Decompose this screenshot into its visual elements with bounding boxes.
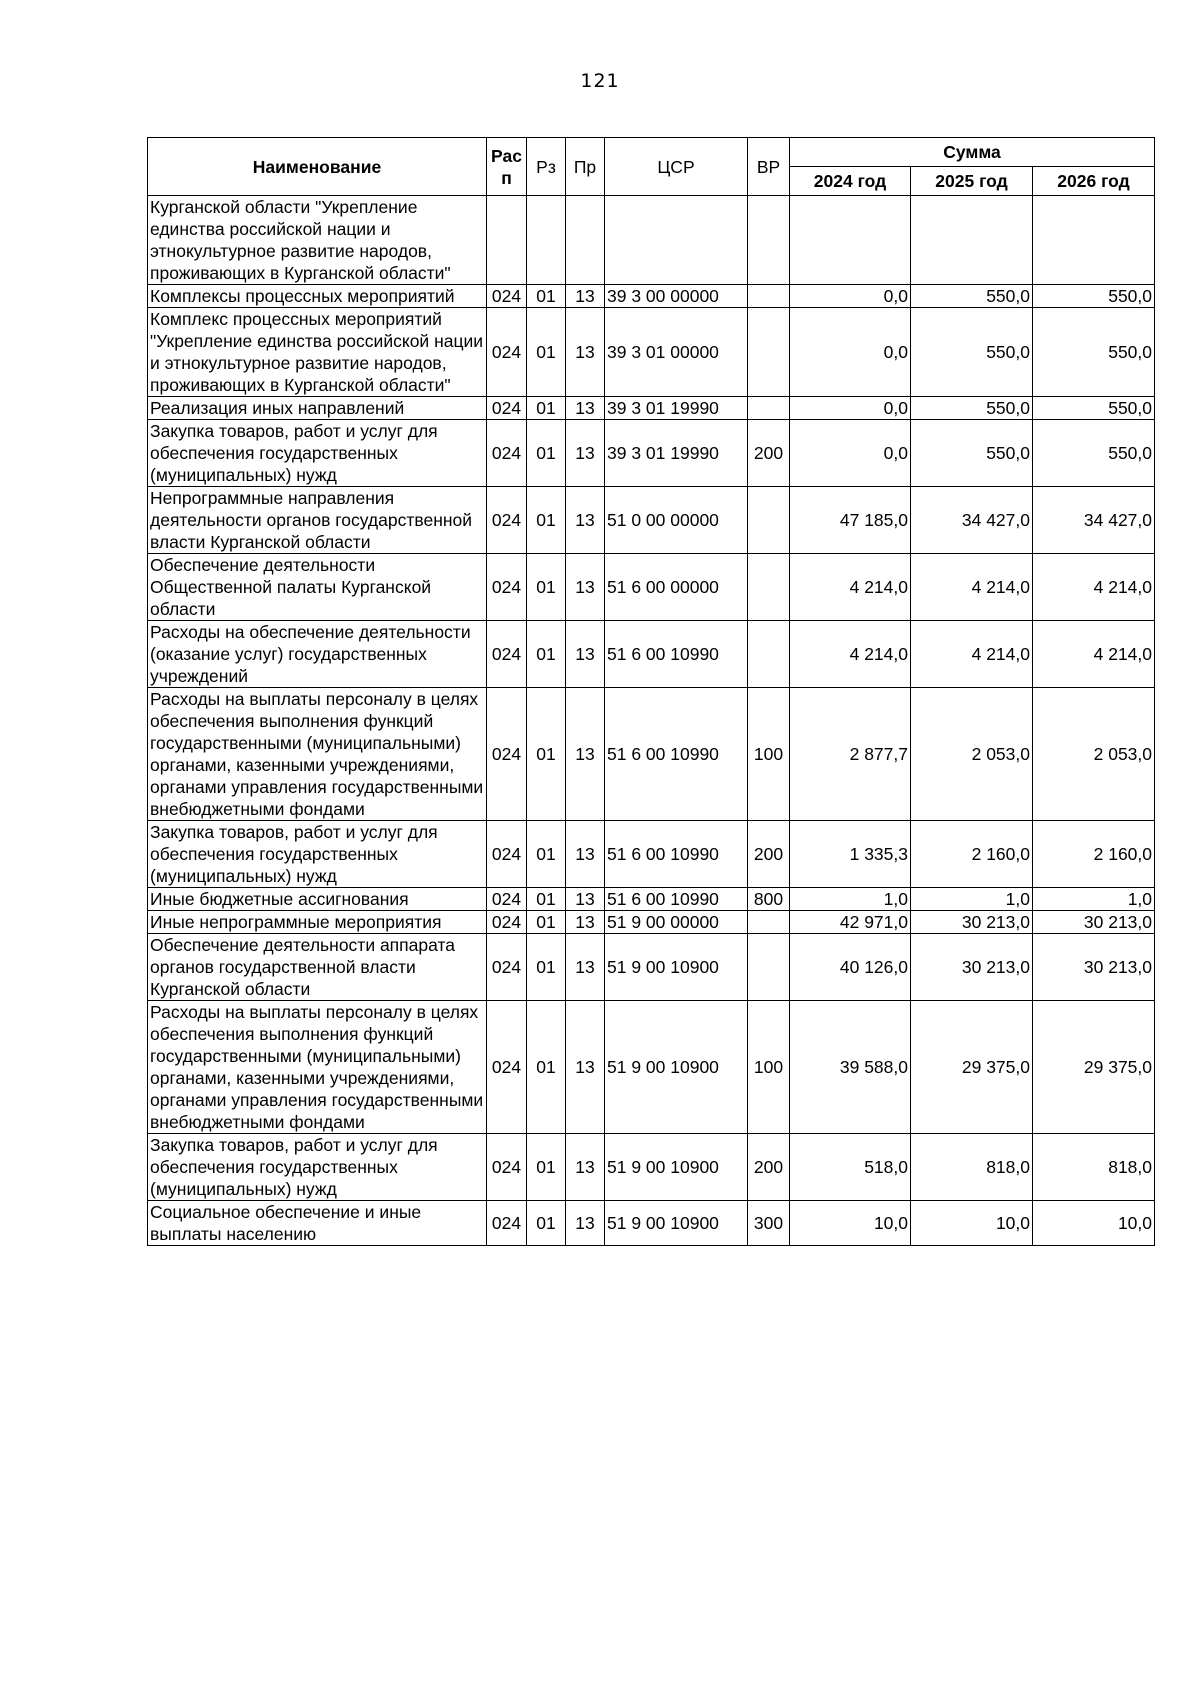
row-amount-2025: 550,0 (911, 397, 1033, 420)
row-amount-2026: 818,0 (1033, 1134, 1155, 1201)
row-rz: 01 (527, 308, 566, 397)
row-amount-2024: 0,0 (790, 308, 911, 397)
header-rz: Рз (527, 138, 566, 196)
row-rz: 01 (527, 1001, 566, 1134)
row-amount-2025: 30 213,0 (911, 934, 1033, 1001)
row-amount-2025: 2 053,0 (911, 688, 1033, 821)
row-pr: 13 (566, 888, 605, 911)
row-vr (748, 308, 790, 397)
row-rz (527, 196, 566, 285)
row-pr: 13 (566, 688, 605, 821)
row-amount-2024: 2 877,7 (790, 688, 911, 821)
row-rasp: 024 (487, 1134, 527, 1201)
row-name: Реализация иных направлений (148, 397, 487, 420)
row-amount-2025: 818,0 (911, 1134, 1033, 1201)
row-amount-2024: 0,0 (790, 397, 911, 420)
row-vr: 800 (748, 888, 790, 911)
row-name: Закупка товаров, работ и услуг для обеспечения государственных (муниципальных) нужд (148, 821, 487, 888)
row-name: Курганской области "Укрепление единства российской нации и этнокультурное развитие народов, проживающих в Курганской области" (148, 196, 487, 285)
row-vr (748, 911, 790, 934)
row-amount-2026: 2 160,0 (1033, 821, 1155, 888)
row-csr: 39 3 01 19990 (605, 397, 748, 420)
row-pr (566, 196, 605, 285)
row-amount-2024: 10,0 (790, 1201, 911, 1246)
row-amount-2026: 34 427,0 (1033, 487, 1155, 554)
table-row (148, 397, 1155, 420)
row-amount-2024: 1,0 (790, 888, 911, 911)
table-row (148, 688, 1155, 821)
row-amount-2025: 550,0 (911, 308, 1033, 397)
row-amount-2025: 550,0 (911, 420, 1033, 487)
row-vr: 300 (748, 1201, 790, 1246)
row-amount-2024: 40 126,0 (790, 934, 911, 1001)
table-row (148, 285, 1155, 308)
row-amount-2024: 42 971,0 (790, 911, 911, 934)
page-number: 121 (580, 70, 620, 92)
row-amount-2024: 47 185,0 (790, 487, 911, 554)
row-amount-2026: 550,0 (1033, 285, 1155, 308)
row-rz: 01 (527, 888, 566, 911)
row-rz: 01 (527, 1201, 566, 1246)
header-2026: 2026 год (1033, 167, 1155, 196)
row-rz: 01 (527, 487, 566, 554)
row-csr: 51 9 00 10900 (605, 1134, 748, 1201)
row-name: Расходы на выплаты персоналу в целях обеспечения выполнения функций государственными (муниципальными) органами, казенными учреждениями, органами управления государственными внебюджетными фондами (148, 1001, 487, 1134)
row-name: Закупка товаров, работ и услуг для обеспечения государственных (муниципальных) нужд (148, 1134, 487, 1201)
row-vr (748, 285, 790, 308)
row-pr: 13 (566, 420, 605, 487)
row-name: Иные непрограммные мероприятия (148, 911, 487, 934)
row-amount-2025 (911, 196, 1033, 285)
row-rz: 01 (527, 934, 566, 1001)
row-csr: 51 6 00 10990 (605, 821, 748, 888)
row-name: Комплекс процессных мероприятий "Укрепление единства российской нации и этнокультурное развитие народов, проживающих в Курганской области" (148, 308, 487, 397)
row-rz: 01 (527, 285, 566, 308)
row-amount-2025: 34 427,0 (911, 487, 1033, 554)
row-amount-2025: 2 160,0 (911, 821, 1033, 888)
row-vr: 200 (748, 420, 790, 487)
row-vr: 200 (748, 821, 790, 888)
row-name: Обеспечение деятельности аппарата органов государственной власти Курганской области (148, 934, 487, 1001)
row-amount-2026: 550,0 (1033, 397, 1155, 420)
table-row (148, 911, 1155, 934)
row-amount-2024: 1 335,3 (790, 821, 911, 888)
row-name: Комплексы процессных мероприятий (148, 285, 487, 308)
row-pr: 13 (566, 397, 605, 420)
row-amount-2026: 4 214,0 (1033, 554, 1155, 621)
row-amount-2024: 39 588,0 (790, 1001, 911, 1134)
row-name: Социальное обеспечение и иные выплаты населению (148, 1201, 487, 1246)
row-csr: 39 3 01 19990 (605, 420, 748, 487)
table-row (148, 1134, 1155, 1201)
row-name: Обеспечение деятельности Общественной палаты Курганской области (148, 554, 487, 621)
row-vr: 100 (748, 688, 790, 821)
row-amount-2026: 2 053,0 (1033, 688, 1155, 821)
row-pr: 13 (566, 1134, 605, 1201)
row-csr: 51 9 00 10900 (605, 934, 748, 1001)
row-vr (748, 487, 790, 554)
row-amount-2025: 550,0 (911, 285, 1033, 308)
row-vr (748, 934, 790, 1001)
row-rz: 01 (527, 821, 566, 888)
row-amount-2025: 29 375,0 (911, 1001, 1033, 1134)
header-2024: 2024 год (790, 167, 911, 196)
table-row (148, 821, 1155, 888)
row-vr: 200 (748, 1134, 790, 1201)
row-vr (748, 196, 790, 285)
row-csr (605, 196, 748, 285)
row-rasp: 024 (487, 487, 527, 554)
row-name: Закупка товаров, работ и услуг для обеспечения государственных (муниципальных) нужд (148, 420, 487, 487)
table-row (148, 621, 1155, 688)
row-csr: 51 6 00 00000 (605, 554, 748, 621)
row-rasp (487, 196, 527, 285)
row-amount-2026: 4 214,0 (1033, 621, 1155, 688)
row-amount-2025: 4 214,0 (911, 554, 1033, 621)
row-pr: 13 (566, 911, 605, 934)
row-amount-2024: 518,0 (790, 1134, 911, 1201)
row-name: Иные бюджетные ассигнования (148, 888, 487, 911)
row-rasp: 024 (487, 888, 527, 911)
row-pr: 13 (566, 1001, 605, 1134)
row-pr: 13 (566, 621, 605, 688)
row-pr: 13 (566, 285, 605, 308)
row-rasp: 024 (487, 1001, 527, 1134)
row-rasp: 024 (487, 420, 527, 487)
row-name: Расходы на обеспечение деятельности (оказание услуг) государственных учреждений (148, 621, 487, 688)
row-vr (748, 397, 790, 420)
row-vr (748, 554, 790, 621)
row-pr: 13 (566, 487, 605, 554)
row-rz: 01 (527, 397, 566, 420)
row-rz: 01 (527, 911, 566, 934)
row-amount-2026: 30 213,0 (1033, 934, 1155, 1001)
header-csr: ЦСР (605, 138, 748, 196)
row-rasp: 024 (487, 821, 527, 888)
row-amount-2026: 550,0 (1033, 308, 1155, 397)
table-row (148, 308, 1155, 397)
row-csr: 51 6 00 10990 (605, 621, 748, 688)
table-body (148, 196, 1155, 1246)
table-row (148, 934, 1155, 1001)
row-pr: 13 (566, 308, 605, 397)
row-amount-2025: 4 214,0 (911, 621, 1033, 688)
table-row (148, 554, 1155, 621)
table-row (148, 420, 1155, 487)
row-amount-2026 (1033, 196, 1155, 285)
row-csr: 51 9 00 10900 (605, 1201, 748, 1246)
row-csr: 39 3 01 00000 (605, 308, 748, 397)
row-amount-2024: 4 214,0 (790, 621, 911, 688)
header-pr: Пр (566, 138, 605, 196)
row-rasp: 024 (487, 1201, 527, 1246)
row-rasp: 024 (487, 308, 527, 397)
row-name: Расходы на выплаты персоналу в целях обеспечения выполнения функций государственными (муниципальными) органами, казенными учреждениями, органами управления государственными внебюджетными фондами (148, 688, 487, 821)
row-csr: 51 6 00 10990 (605, 888, 748, 911)
row-rasp: 024 (487, 911, 527, 934)
row-amount-2026: 550,0 (1033, 420, 1155, 487)
row-vr (748, 621, 790, 688)
row-csr: 39 3 00 00000 (605, 285, 748, 308)
table-row (148, 1201, 1155, 1246)
row-amount-2024: 4 214,0 (790, 554, 911, 621)
row-csr: 51 9 00 10900 (605, 1001, 748, 1134)
row-amount-2024 (790, 196, 911, 285)
row-csr: 51 9 00 00000 (605, 911, 748, 934)
row-rasp: 024 (487, 688, 527, 821)
row-csr: 51 6 00 10990 (605, 688, 748, 821)
row-rz: 01 (527, 621, 566, 688)
row-amount-2026: 30 213,0 (1033, 911, 1155, 934)
row-csr: 51 0 00 00000 (605, 487, 748, 554)
row-amount-2026: 29 375,0 (1033, 1001, 1155, 1134)
row-vr: 100 (748, 1001, 790, 1134)
row-pr: 13 (566, 934, 605, 1001)
header-sum: Сумма (790, 138, 1155, 167)
row-rasp: 024 (487, 621, 527, 688)
row-amount-2025: 30 213,0 (911, 911, 1033, 934)
row-pr: 13 (566, 1201, 605, 1246)
header-2025: 2025 год (911, 167, 1033, 196)
table-row (148, 888, 1155, 911)
row-pr: 13 (566, 554, 605, 621)
budget-table (147, 137, 1155, 1246)
row-amount-2024: 0,0 (790, 420, 911, 487)
row-rz: 01 (527, 688, 566, 821)
header-vr: ВР (748, 138, 790, 196)
row-name: Непрограммные направления деятельности органов государственной власти Курганской области (148, 487, 487, 554)
row-amount-2026: 10,0 (1033, 1201, 1155, 1246)
row-amount-2025: 10,0 (911, 1201, 1033, 1246)
row-rasp: 024 (487, 285, 527, 308)
header-name: Наименование (148, 138, 487, 196)
row-pr: 13 (566, 821, 605, 888)
table-row (148, 196, 1155, 285)
row-rz: 01 (527, 554, 566, 621)
row-rz: 01 (527, 1134, 566, 1201)
row-amount-2024: 0,0 (790, 285, 911, 308)
table-row (148, 487, 1155, 554)
row-rasp: 024 (487, 397, 527, 420)
header-rasp: Рас п (487, 138, 527, 196)
row-rasp: 024 (487, 554, 527, 621)
table-row (148, 1001, 1155, 1134)
row-rasp: 024 (487, 934, 527, 1001)
row-amount-2026: 1,0 (1033, 888, 1155, 911)
row-rz: 01 (527, 420, 566, 487)
row-amount-2025: 1,0 (911, 888, 1033, 911)
